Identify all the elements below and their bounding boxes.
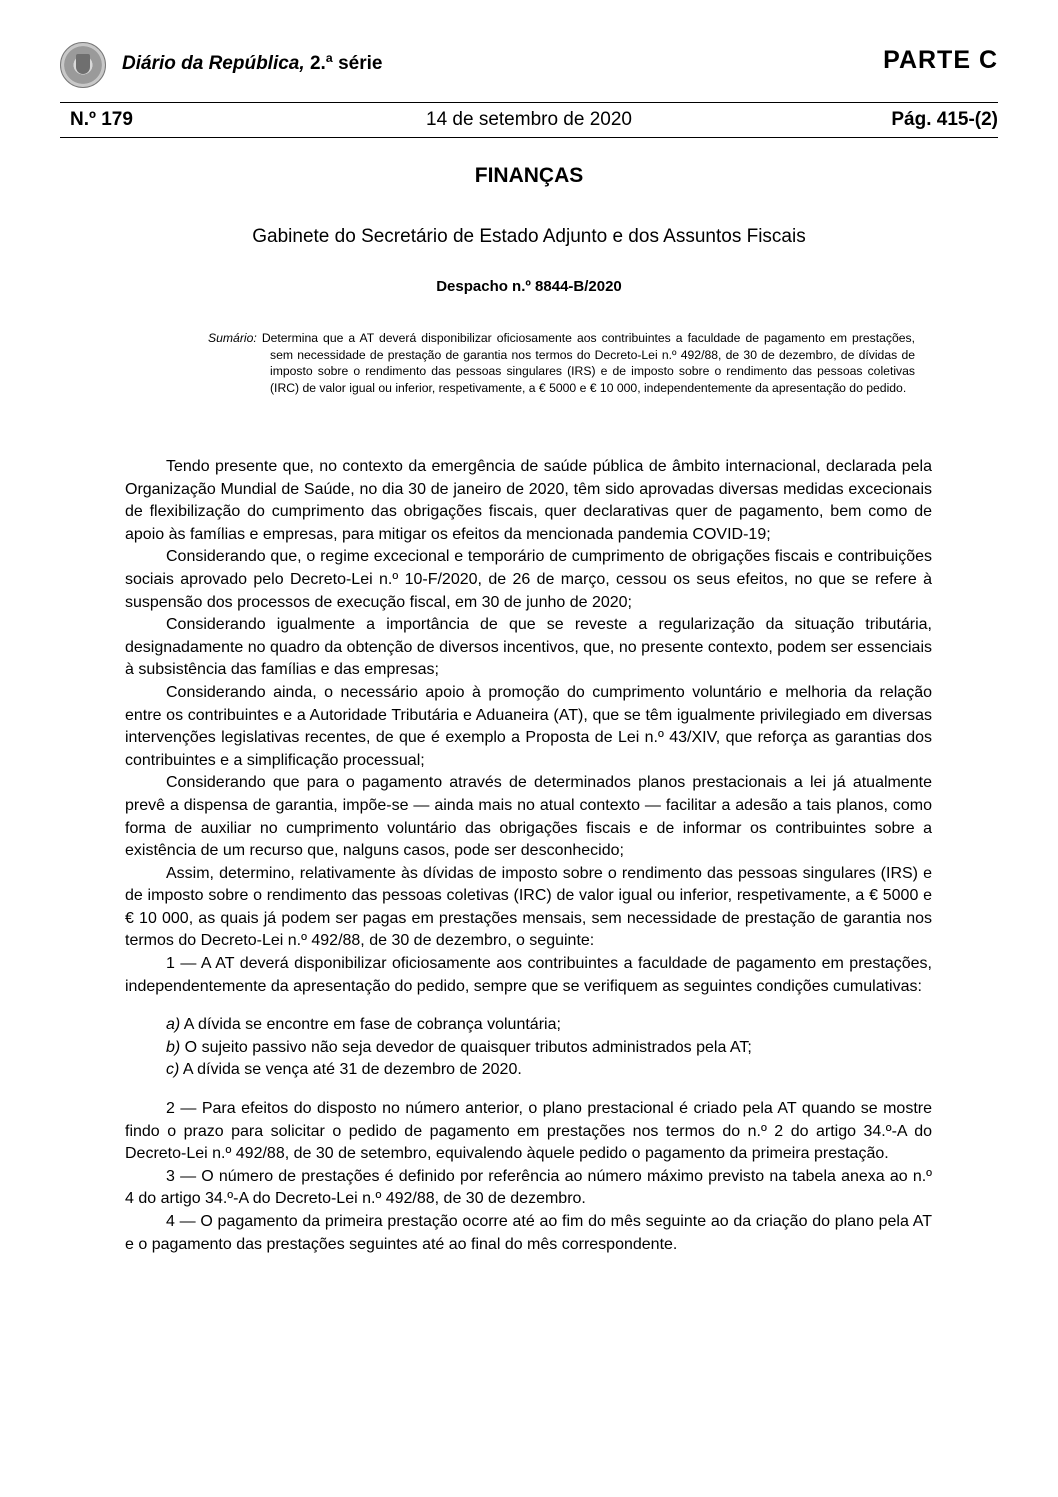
journal-header	[60, 38, 998, 86]
paragraph: Tendo presente que, no contexto da emergência de saúde pública de âmbito internacional, declarada pela Organização Mundial de Saúde, no dia 30 de janeiro de 2020, têm sido aprovadas diversas medidas excecionais de flexibilização do cumprimento das obrigações fiscais, quer declarativas quer de pagamento, bem como de apoio às famílias e empresas, para mitigar os efeitos da mencionada pandemia COVID-19;	[125, 458, 932, 543]
paragraph: Considerando ainda, o necessário apoio à promoção do cumprimento voluntário e melhoria da relação entre os contribuintes e a Autoridade Tributária e Aduaneira (AT), que se têm igualmente privilegiado em diversas intervenções legislativas recentes, de que é exemplo a Proposta de Lei n.º 43/XIV, que reforça as garantias dos contribuintes e a simplificação processual;	[125, 683, 932, 769]
condition-letter: b)	[166, 1038, 181, 1056]
summary-label: Sumário:	[208, 331, 257, 345]
document-body	[125, 456, 932, 1256]
paragraph: Considerando que para o pagamento através de determinados planos prestacionais a lei já atualmente prevê a dispensa de garantia, impõe-se — ainda mais no atual contexto — facilitar a adesão a tais planos, como forma de auxiliar no cumprimento voluntário das obrigações fiscais e de informar os contribuintes sobre a existência de um recurso que, nalguns casos, pode ser desconhecido;	[125, 774, 932, 860]
condition-item	[125, 1059, 932, 1082]
paragraph-item-2: 2 — Para efeitos do disposto no número anterior, o plano prestacional é criado pela AT quando se mostre findo o prazo para solicitar o pedido de pagamento em prestações nos termos do n.º 2 do artigo 34.º-A do Decreto-Lei n.º 492/88, de 30 de setembro, equivalendo àquele pedido o pagamento da primeira prestação.	[125, 1100, 932, 1163]
paragraph: Assim, determino, relativamente às dívidas de imposto sobre o rendimento das pessoas singulares (IRS) e de imposto sobre o rendimento das pessoas coletivas (IRC) de valor igual ou inferior, respetivamente, a € 5000 e € 10 000, as quais já podem ser pagas em prestações mensais, sem necessidade de prestação de garantia nos termos do Decreto-Lei n.º 492/88, de 30 de dezembro, o seguinte:	[125, 864, 932, 950]
condition-text: O sujeito passivo não seja devedor de quaisquer tributos administrados pela AT;	[180, 1038, 752, 1056]
condition-item	[125, 1014, 932, 1037]
condition-text: A dívida se encontre em fase de cobrança voluntária;	[180, 1016, 561, 1034]
cabinet-title: Gabinete do Secretário de Estado Adjunto e dos Assuntos Fiscais	[252, 226, 806, 247]
journal-series: 2.ª série	[309, 53, 383, 74]
summary-block	[208, 330, 915, 396]
coat-of-arms-icon	[60, 42, 106, 88]
issue-date: 14 de setembro de 2020	[426, 109, 632, 130]
condition-letter: c)	[166, 1061, 180, 1079]
paragraph: Considerando que, o regime excecional e temporário de cumprimento de obrigações fiscais e contribuições sociais aprovado pelo Decreto-Lei n.º 10-F/2020, de 26 de março, cessou os seus efeitos, no que se refere à suspensão dos processos de execução fiscal, em 30 de junho de 2020;	[125, 548, 932, 611]
issue-number: N.º 179	[70, 109, 133, 130]
paragraph-item-3: 3 — O número de prestações é definido por referência ao número máximo previsto na tabela anexa ao n.º 4 do artigo 34.º-A do Decreto-Lei n.º 492/88, de 30 de dezembro.	[125, 1167, 932, 1208]
ministry-title: FINANÇAS	[474, 164, 584, 187]
part-label: PARTE C	[883, 46, 998, 74]
journal-title-text: Diário da República,	[122, 53, 305, 74]
journal-title	[122, 53, 382, 75]
header-rule-top	[60, 102, 998, 103]
summary-text: Determina que a AT deverá disponibilizar oficiosamente aos contribuintes a faculdade de pagamento em prestações, sem necessidade de prestação de garantia nos termos do Decreto-Lei n.º 492/88, de 30 de dezembro, de dívidas de imposto sobre o rendimento das pessoas singulares (IRS) e de imposto sobre o rendimento das pessoas coletivas (IRC) de valor igual ou inferior, respetivamente, a € 5000 e € 10 000, independentemente da apresentação do pedido.	[261, 331, 915, 395]
issue-bar	[60, 106, 998, 136]
condition-text: A dívida se vença até 31 de dezembro de 2020.	[179, 1061, 522, 1079]
paragraph: Considerando igualmente a importância de que se reveste a regularização da situação tributária, designadamente no quadro da obtenção de diversos incentivos, que, no presente contexto, podem ser essenciais à subsistência das famílias e das empresas;	[125, 616, 932, 679]
despacho-title: Despacho n.º 8844-B/2020	[436, 278, 622, 295]
paragraph-item-4: 4 — O pagamento da primeira prestação ocorre até ao fim do mês seguinte ao da criação do plano pela AT e o pagamento das prestações seguintes até ao final do mês correspondente.	[125, 1213, 932, 1253]
condition-letter: a)	[166, 1016, 181, 1034]
paragraph-item-1: 1 — A AT deverá disponibilizar oficiosamente aos contribuintes a faculdade de pagamento em prestações, independentemente da apresentação do pedido, sempre que se verifiquem as seguintes condições cumulativas:	[125, 955, 932, 995]
header-rule-bottom	[60, 137, 998, 138]
condition-item	[125, 1037, 932, 1060]
page-number: Pág. 415-(2)	[891, 109, 998, 130]
